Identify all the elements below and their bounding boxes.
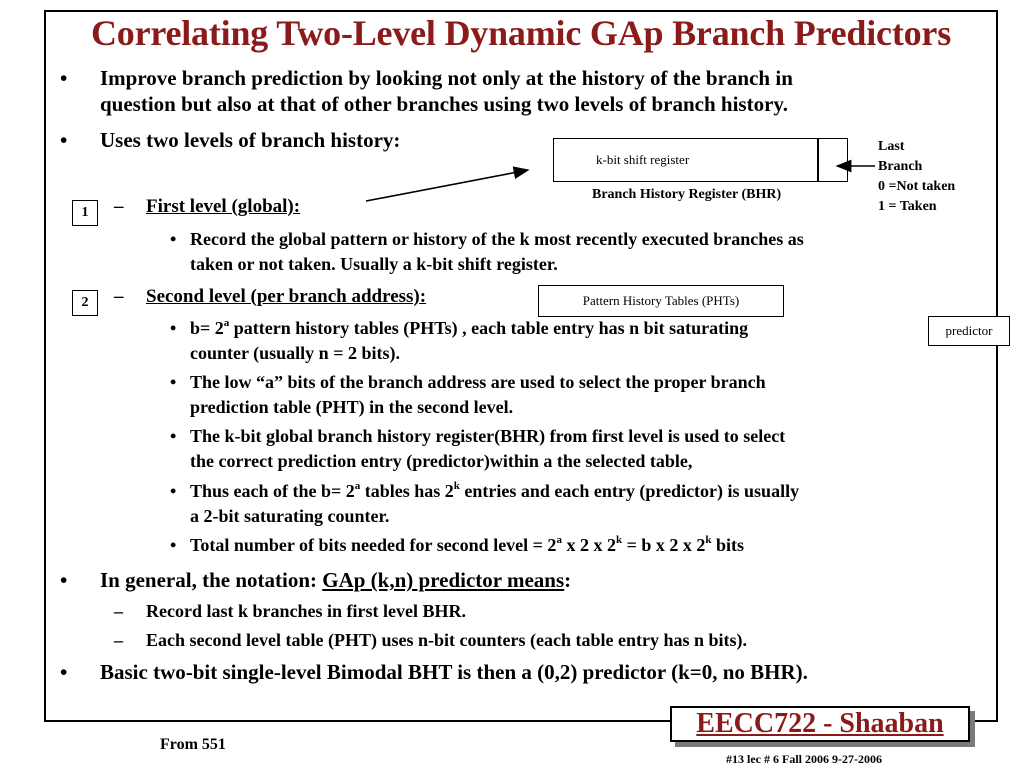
shift-register-label: k-bit shift register — [596, 152, 690, 167]
bullet-marker: • — [170, 318, 177, 338]
total-bits-line: Total number of bits needed for second level = $2^a$ x 2 x $2^k = b$ x 2 x 2$^k$ bits — [190, 534, 744, 555]
last-label: Last — [878, 139, 905, 154]
bullet-1-line-1: Improve branch prediction by looking not only at the history of the branch in — [100, 66, 793, 90]
first-level-desc-line-2: taken or not taken. Usually a k-bit shift register. — [190, 254, 558, 274]
number-1-label: 1 — [81, 205, 89, 220]
taken-label: 1 = Taken — [878, 199, 937, 214]
low-bits-line-2: prediction table (PHT) in the second level. — [190, 397, 514, 417]
second-level-heading: Second level (per branch address): — [146, 286, 427, 307]
course-label: EECC722 - Shaaban — [696, 708, 944, 739]
bullet-2: Uses two levels of branch history: — [100, 128, 401, 152]
bhr-select-line-2: the correct prediction entry (predictor)within a the selected table, — [190, 451, 693, 471]
number-2-label: 2 — [81, 295, 89, 310]
notation-sub-1: Record last k branches in first level BHR. — [146, 601, 466, 621]
first-level-heading: First level (global): — [146, 196, 301, 217]
slide-info: #13 lec # 6 Fall 2006 9-27-2006 — [726, 752, 882, 766]
bullet-1-line-2: question but also at that of other branches using two levels of branch history. — [100, 92, 788, 116]
bimodal-bullet: Basic two-bit single-level Bimodal BHT is then a (0,2) predictor (k=0, no BHR). — [100, 660, 808, 684]
source-note: From 551 — [160, 736, 226, 753]
low-bits-line-1: The low “a” bits of the branch address are used to select the proper branch — [190, 372, 766, 392]
dash-marker: – — [114, 601, 123, 621]
slide-title: Correlating Two-Level Dynamic GAp Branch Predictors — [90, 13, 952, 53]
entries-line-1: Thus each of the $b= 2^a$ tables has 2$^k$ entries and each entry (predictor) is usually — [190, 480, 800, 501]
dash-marker: – — [114, 286, 124, 307]
bullet-marker: • — [170, 372, 177, 392]
not-taken-label: 0 =Not taken — [878, 179, 956, 194]
branch-label: Branch — [878, 159, 923, 174]
entries-line-2: a 2-bit saturating counter. — [190, 506, 390, 526]
phts-count-line-2: counter (usually n = 2 bits). — [190, 343, 400, 363]
bullet-marker: • — [170, 481, 177, 501]
predictor-label: predictor — [945, 323, 993, 338]
notation-bullet: In general, the notation: GAp (k,n) predictor means: — [100, 568, 572, 592]
bhr-select-line-1: The k-bit global branch history register(BHR) from first level is used to select — [190, 426, 786, 446]
bhr-caption: Branch History Register (BHR) — [592, 187, 782, 202]
dash-marker: – — [114, 196, 124, 217]
first-level-to-bhr-arrow — [366, 170, 528, 201]
course-badge — [670, 706, 970, 742]
notation-sub-2: Each second level table (PHT) uses n-bit counters (each table entry has n bits). — [146, 630, 747, 650]
phts-count-line-1: $b= 2^a$ pattern history tables (PHTs) , each table entry has n bit saturating — [190, 317, 749, 338]
dash-marker: – — [114, 630, 123, 650]
bullet-marker: • — [60, 568, 68, 592]
first-level-desc-line-1: Record the global pattern or history of the k most recently executed branches as — [190, 229, 804, 249]
bullet-marker: • — [170, 229, 177, 249]
bullet-marker: • — [60, 660, 68, 684]
pht-label: Pattern History Tables (PHTs) — [582, 293, 740, 308]
bullet-marker: • — [170, 426, 177, 446]
bullet-marker: • — [60, 66, 68, 90]
bullet-marker: • — [60, 128, 68, 152]
bullet-marker: • — [170, 535, 177, 555]
